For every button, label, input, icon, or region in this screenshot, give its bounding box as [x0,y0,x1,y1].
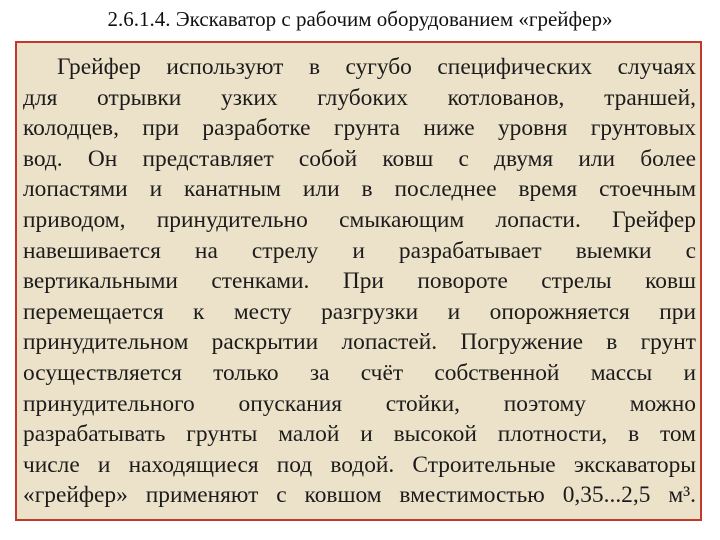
text-box [15,41,702,521]
body-line: приводом, принудительно смыкающим лопасти. Грейфер [23,206,696,233]
body-line: вод. Он представляет собой ковш с двумя или более [23,145,696,172]
slide-title: 2.6.1.4. Экскаватор с рабочим оборудованием «грейфер» [107,7,613,31]
body-paragraph [23,52,696,511]
body-line: вертикальными стенками. При повороте стрелы ковш [23,268,696,295]
body-line: колодцев, при разработке грунта ниже уровня грунтовых [23,115,696,142]
body-line: для отрывки узких глубоких котлованов, траншей, [23,84,696,111]
body-line: перемещается к месту разгрузки и опорожняется при [23,298,696,325]
body-line: разрабатывать грунты малой и высокой плотности, в том [23,421,696,448]
body-line: осуществляется только за счёт собственной массы и [23,359,696,386]
body-line: Грейфер используют в сугубо специфических случаях [57,54,696,80]
body-line: принудительном раскрытии лопастей. Погружение в грунт [23,329,696,356]
body-line: «грейфер» применяют с ковшом вместимостью 0,35...2,5 м³. [23,482,696,509]
body-line: навешивается на стрелу и разрабатывает выемки с [23,237,696,264]
body-line: числе и находящиеся под водой. Строительные экскаваторы [23,451,696,478]
body-line: принудительного опускания стойки, поэтому можно [23,390,696,417]
body-line: лопастями и канатным или в последнее время стоечным [23,176,696,203]
